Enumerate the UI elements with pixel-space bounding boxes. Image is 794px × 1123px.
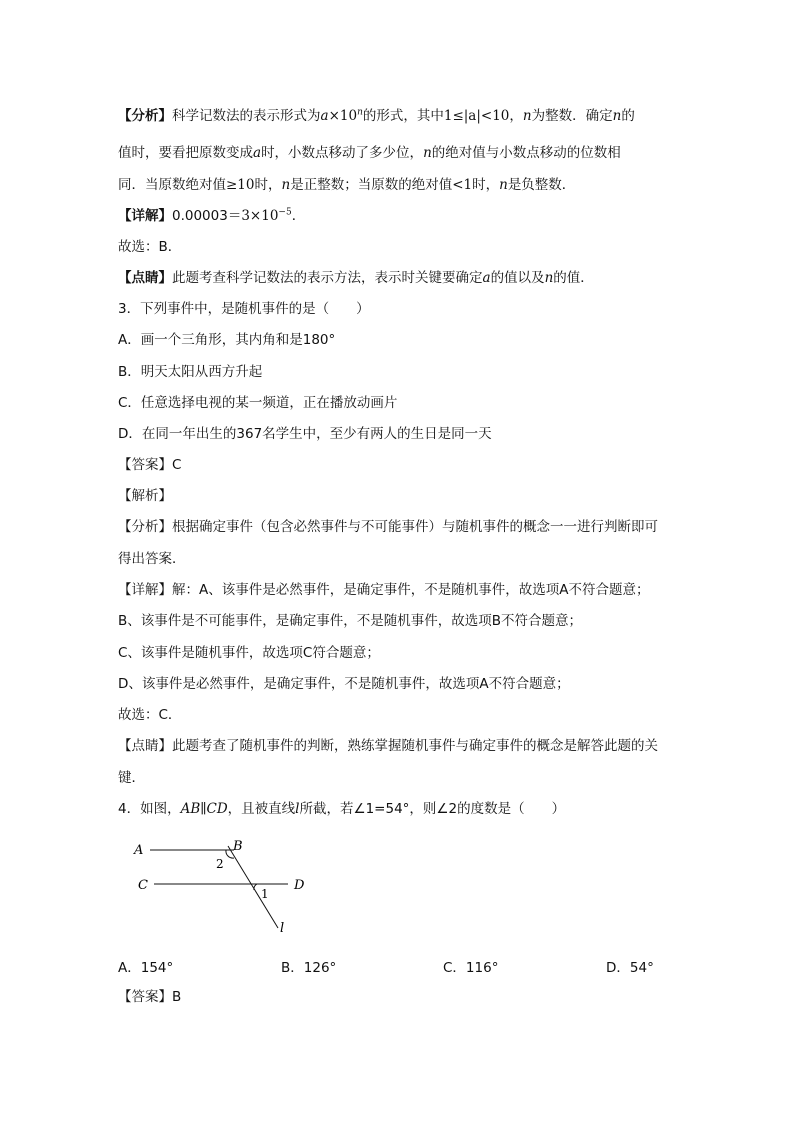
math-exponent: n — [357, 107, 363, 118]
q4-figure — [128, 832, 328, 942]
label-l: l — [280, 921, 285, 936]
q3-detail-line-3: C、该事件是随机事件，故选项C符合题意； — [118, 645, 380, 661]
q3-answer: 【答案】C — [118, 457, 182, 473]
label-b: B — [233, 839, 243, 854]
label-a: A — [134, 843, 144, 858]
q4-options — [0, 956, 794, 976]
label-d: D — [294, 878, 305, 893]
q3-analysis-line-1: 【分析】根据确定事件（包含必然事件与不可能事件）与随机事件的概念一一进行判断即可 — [118, 519, 658, 535]
q4-option-a: A．154° — [118, 960, 174, 976]
detail-tag: 【详解】 — [118, 208, 172, 224]
q3-comment-line-1: 【点睛】此题考查了随机事件的判断，熟练掌握随机事件与确定事件的概念是解答此题的关 — [118, 738, 658, 754]
label-2: 2 — [216, 857, 224, 871]
comment-tag: 【点睛】 — [118, 270, 172, 286]
q4-option-d: D．54° — [606, 960, 654, 976]
q4-option-b: B．126° — [281, 960, 337, 976]
q4-option-c: C．116° — [443, 960, 499, 976]
q2-choice-line: 故选：B． — [118, 239, 182, 255]
q3-stem: 3．下列事件中，是随机事件的是（ ） — [118, 301, 370, 317]
q2-analysis-line-1: 【分析】科学记数法的表示形式为$a\times 10^n$的形式，其中1≤|a|<10，n为整数．确定n的 — [118, 107, 635, 124]
q3-comment-line-2: 键． — [118, 770, 145, 786]
q4-stem: 4．如图，AB∥CD，且被直线l所截，若∠1=54°，则∠2的度数是（ ） — [118, 801, 566, 817]
q3-option-b: B．明天太阳从西方升起 — [118, 364, 263, 380]
q2-comment-line: 【点睛】此题考查科学记数法的表示方法，表示时关键要确定a的值以及n的值． — [118, 270, 594, 286]
q3-choice: 故选：C． — [118, 707, 182, 723]
q3-option-a: A．画一个三角形，其内角和是180° — [118, 332, 336, 348]
q3-option-d: D．在同一年出生的367名学生中，至少有两人的生日是同一天 — [118, 426, 492, 442]
q3-detail-line-2: B、该事件是不可能事件，是确定事件，不是随机事件，故选项B不符合题意； — [118, 613, 583, 629]
label-1: 1 — [261, 887, 269, 901]
math-condition: 1≤|a|<10 — [443, 108, 510, 124]
angle-1-arc — [254, 884, 257, 890]
q3-analysis-line-2: 得出答案． — [118, 551, 186, 567]
q2-detail-line: 【详解】$0.00003=3\times 10^{-5}$． — [118, 207, 306, 224]
q3-detail-line-4: D、该事件是必然事件，是确定事件，不是随机事件，故选项A不符合题意； — [118, 676, 570, 692]
q3-detail-line-1: 【详解】解：A、该事件是必然事件，是确定事件，不是随机事件，故选项A不符合题意； — [118, 582, 650, 598]
analysis-tag: 【分析】 — [118, 108, 172, 124]
q4-answer: 【答案】B — [118, 989, 182, 1005]
q3-option-c: C．任意选择电视的某一频道，正在播放动画片 — [118, 395, 398, 411]
math-a: a — [320, 108, 329, 124]
label-c: C — [138, 878, 148, 893]
math-ab-parallel-cd: AB∥CD — [180, 801, 228, 817]
q2-analysis-line-2: 值时，要看把原数变成a时，小数点移动了多少位，n的绝对值与小数点移动的位数相 — [118, 145, 621, 161]
line-l — [228, 846, 278, 928]
q2-analysis-line-3: 同．当原数绝对值≥10时，n是正整数；当原数的绝对值<1时，n是负整数． — [118, 177, 576, 193]
q3-parse-title: 【解析】 — [118, 488, 172, 504]
